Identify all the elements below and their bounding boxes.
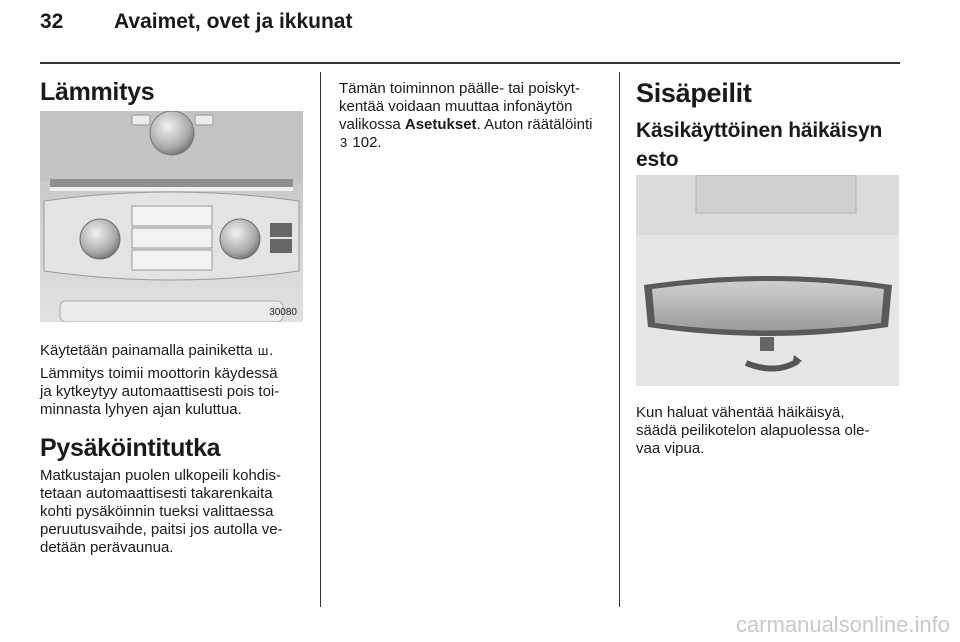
paragraph-heating-button xyxy=(40,342,305,360)
climate-control-figure xyxy=(40,111,303,322)
climate-control-illustration xyxy=(40,111,303,322)
header-rule xyxy=(40,62,900,64)
column-left xyxy=(40,72,305,107)
heading-heating: Lämmitys xyxy=(40,78,155,106)
paragraph-parking xyxy=(40,467,305,557)
column-middle xyxy=(339,80,609,152)
para1-text: Käytetään painamalla painiketta xyxy=(40,342,257,359)
para3-line4: peruutusvaihde, paitsi jos autolla ve- xyxy=(40,521,283,538)
subheading-line1: Käsikäyttöinen häikäisyn xyxy=(636,119,883,142)
column-right-text xyxy=(636,404,901,458)
settings-menu-name: Asetukset xyxy=(404,116,477,133)
para2-line1: Lämmitys toimii moottorin käydessä xyxy=(40,365,278,382)
para3-line2: tetaan automaattisesti takarenkaita xyxy=(40,485,273,502)
column-left-text xyxy=(40,342,305,557)
heading-parking: Pysäköintitutka xyxy=(40,434,221,462)
para3-line3: kohti pysäköinnin tueksi valittaessa xyxy=(40,503,274,520)
page-header xyxy=(40,10,352,34)
rearview-mirror-illustration xyxy=(636,175,899,386)
watermark: carmanualsonline.info xyxy=(735,612,950,637)
paragraph-settings xyxy=(339,80,609,152)
page-number: 32 xyxy=(40,10,64,33)
mirror-line1: Kun haluat vähentää häikäisyä, xyxy=(636,404,845,421)
para3-line5: detään perävaunua. xyxy=(40,539,174,556)
para3-line1: Matkustajan puolen ulkopeili kohdis- xyxy=(40,467,281,484)
para2-line2: ja kytkeytyy automaattisesti pois toi- xyxy=(40,383,280,400)
column-right xyxy=(636,72,901,174)
heading-mirrors: Sisäpeilit xyxy=(636,78,752,108)
col2-line3-pre: valikossa xyxy=(339,116,405,133)
subheading-manual-antiglare xyxy=(636,116,901,174)
figure-code: 30080 xyxy=(269,307,297,318)
col2-line3-post: . Auton räätälöinti xyxy=(476,116,593,133)
rearview-mirror-figure xyxy=(636,175,899,386)
mirror-line2: säädä peilikotelon alapuolessa ole- xyxy=(636,422,870,439)
column-divider-left xyxy=(320,72,321,607)
paragraph-heating-operation xyxy=(40,365,305,419)
mirror-line3: vaa vipua. xyxy=(636,440,705,457)
page-reference: 102. xyxy=(348,134,382,151)
subheading-line2: esto xyxy=(636,148,679,171)
para2-line3: minnasta lyhyen ajan kuluttua. xyxy=(40,401,242,418)
page-reference-arrow-icon: 3 xyxy=(340,135,348,150)
column-divider-right xyxy=(619,72,620,607)
rear-window-heater-icon: ш xyxy=(257,343,269,358)
paragraph-mirror xyxy=(636,404,901,458)
col2-line2: kentää voidaan muuttaa infonäytön xyxy=(339,98,573,115)
chapter-title: Avaimet, ovet ja ikkunat xyxy=(114,10,353,33)
para1-end: . xyxy=(269,342,274,359)
col2-line1: Tämän toiminnon päälle- tai poiskyt- xyxy=(339,80,580,97)
